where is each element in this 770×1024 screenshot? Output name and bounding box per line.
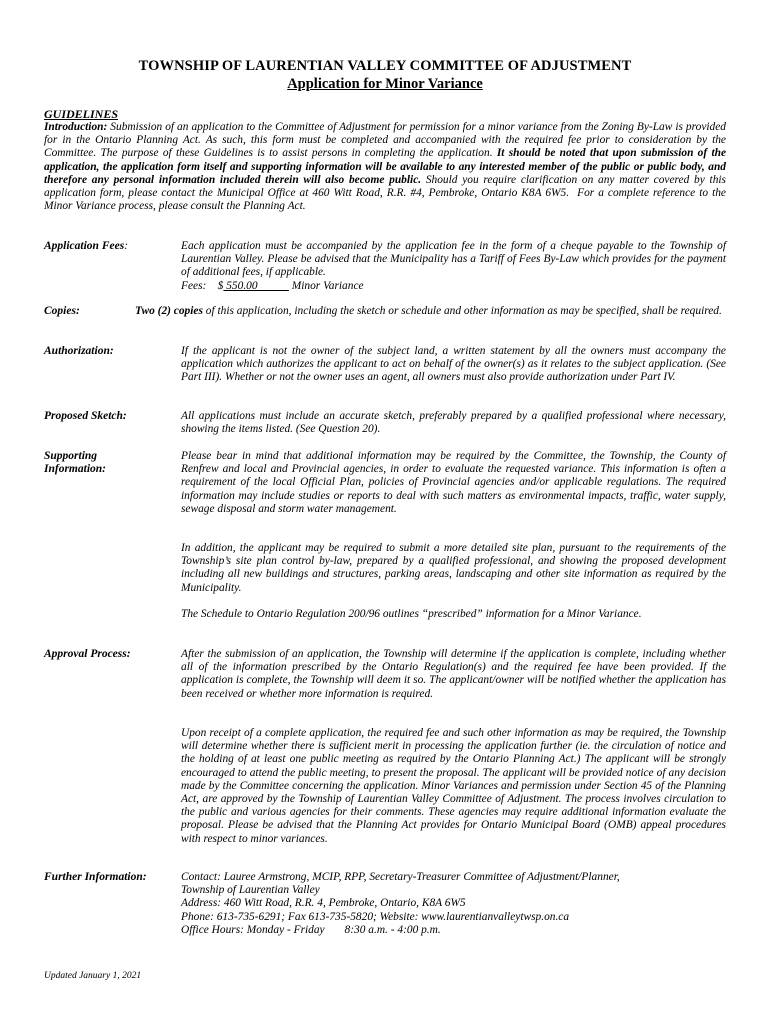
township-line: Township of Laurentian Valley [181, 884, 320, 897]
approval-paragraph-1: After the submission of an application, the Township will determine if the application is complete, including whether all of the information prescribed by the Ontario Regulation(s) and the required fee have been provided. If the application is complete, the Township will deem it so. The applicant/owner will be notified whether the application has been received or whether more information is required. [181, 648, 726, 700]
introduction-text-2: Should you require clarification on any matter covered by this application form, please contact the Municipal Office at 460 Witt Road, R.R. #4, Pembroke, Ontario K8A 6W5. For a complete reference to the Minor Variance process, please consult the Planning Act. [44, 173, 729, 213]
phone-website-line: Phone: 613-735-6291; Fax 613-735-5820; Website: www.laurentianvalleytwsp.on.ca [181, 910, 570, 923]
supporting-label-line1: Supporting [44, 450, 98, 462]
copies-text: of this application, including the sketch or schedule and other information as may be specified, shall be required. [202, 305, 722, 317]
sketch-text: All applications must include an accurate sketch, preferably prepared by a qualified professional where necessary, showing the items listed. (See Question 20). [181, 410, 726, 436]
fees-line [181, 280, 726, 293]
authorization-label: Authorization: [44, 345, 114, 357]
approval-paragraph-2: Upon receipt of a complete application, the required fee and such other information as may be required, the Township will determine whether there is sufficient merit in processing the application further (ie. the circulation of notice and the holding of at least one public meeting as required by the Ontario Planning Act.) The applicant will be strongly encouraged to attend the public meeting, to present the proposal. The applicant will be provided notice of any decision made by the Committee concerning the application. Minor Variances and permission under Section 45 of the Planning Act, are approved by the Township of Laurentian Valley Committee of Adjustment. The process involves circulation to the public and various agencies for their comments. These agencies may require additional information evaluate the proposal. Please be advised that the Planning Act provides for Ontario Municipal Board (OMB) appeal procedures with respect to minor variances. [181, 727, 726, 845]
supporting-paragraph-1: Please bear in mind that additional information may be required by the Committee, the Township, the County of Renfrew and local and Provincial agencies, in order to evaluate the requested variance. This information is often a requirement of the local Official Plan, policies of Provincial agencies and/or applicable regulations. The required information may include studies or reports to deal with such matters as environmental impacts, traffic, water supply, sewage disposal and storm water management. [181, 450, 726, 515]
introduction-text-1: Submission of an application to the Committee of Adjustment for permission for a minor variance from the Zoning By-Law is provided for in the Ontario Planning Act. As such, this form must be completed and accompanied with the required fee prior to consideration by the Committee. The purpose of these Guidelines is to assist persons in completing the application. [44, 121, 729, 160]
further-info-label: Further Information: [44, 871, 147, 883]
authorization-text: If the applicant is not the owner of the subject land, a written statement by all the owners must accompany the application which authorizes the applicant to act on behalf of the owner(s) as it relates to the subject application. (See Part III). Whether or not the owner uses an agent, all owners must also provide authorization under Part IV. [181, 345, 726, 384]
document-subtitle: Application for Minor Variance [287, 76, 483, 92]
supporting-paragraph-2: In addition, the applicant may be required to submit a more detailed site plan, pursuant to the requirements of the Township’s site plan control by-law, prepared by a qualified professional, and showing the proposed development including all new buildings and structures, parking areas, landscaping and other site information as required by the Municipality. [181, 542, 726, 594]
copies-paragraph [135, 305, 726, 318]
fees-label: Application Fees [44, 240, 125, 252]
supporting-label [44, 450, 106, 476]
fees-line-label: Fees: $ [181, 279, 224, 292]
fees-paragraph [181, 240, 726, 293]
fees-text: Each application must be accompanied by the application fee in the form of a cheque payable to the Township of Laurentian Valley. Please be advised that the Municipality has a Tariff of Fees By-Law which provides for the payment of additional fees, if applicable. [181, 240, 726, 279]
further-info-block [181, 871, 726, 937]
supporting-label-line2: Information: [44, 463, 106, 476]
fees-label-row [44, 240, 128, 253]
approval-label: Approval Process: [44, 648, 131, 660]
introduction-bold-notice: It should be noted that upon submission of the application, the application form itself and supporting information will be available to any interested member of the public or public body, and therefore any personal information included therein will also become public. [44, 147, 727, 186]
introduction-label: Introduction: [44, 121, 108, 133]
updated-date: Updated January 1, 2021 [44, 971, 142, 981]
contact-line: Contact: Lauree Armstrong, MCIP, RPP, Secretary-Treasurer Committee of Adjustment/Planner, [181, 871, 620, 883]
office-hours-line: Office Hours: Monday - Friday 8:30 a.m. - 4:00 p.m. [181, 923, 441, 936]
fees-line-suffix: Minor Variance [288, 279, 364, 292]
copies-bold: Two (2) copies [135, 305, 203, 317]
supporting-paragraph-3: The Schedule to Ontario Regulation 200/96 outlines “prescribed” information for a Minor Variance. [181, 608, 642, 620]
introduction-paragraph [44, 121, 729, 213]
copies-label: Copies: [44, 305, 80, 317]
document-title: TOWNSHIP OF LAURENTIAN VALLEY COMMITTEE OF ADJUSTMENT [138, 58, 632, 74]
sketch-label: Proposed Sketch: [44, 410, 127, 422]
fees-label-colon: : [124, 240, 129, 252]
fees-amount: 550.00 [223, 279, 289, 292]
address-line: Address: 460 Witt Road, R.R. 4, Pembroke, Ontario, K8A 6W5 [181, 897, 466, 910]
guidelines-heading: GUIDELINES [44, 107, 119, 121]
